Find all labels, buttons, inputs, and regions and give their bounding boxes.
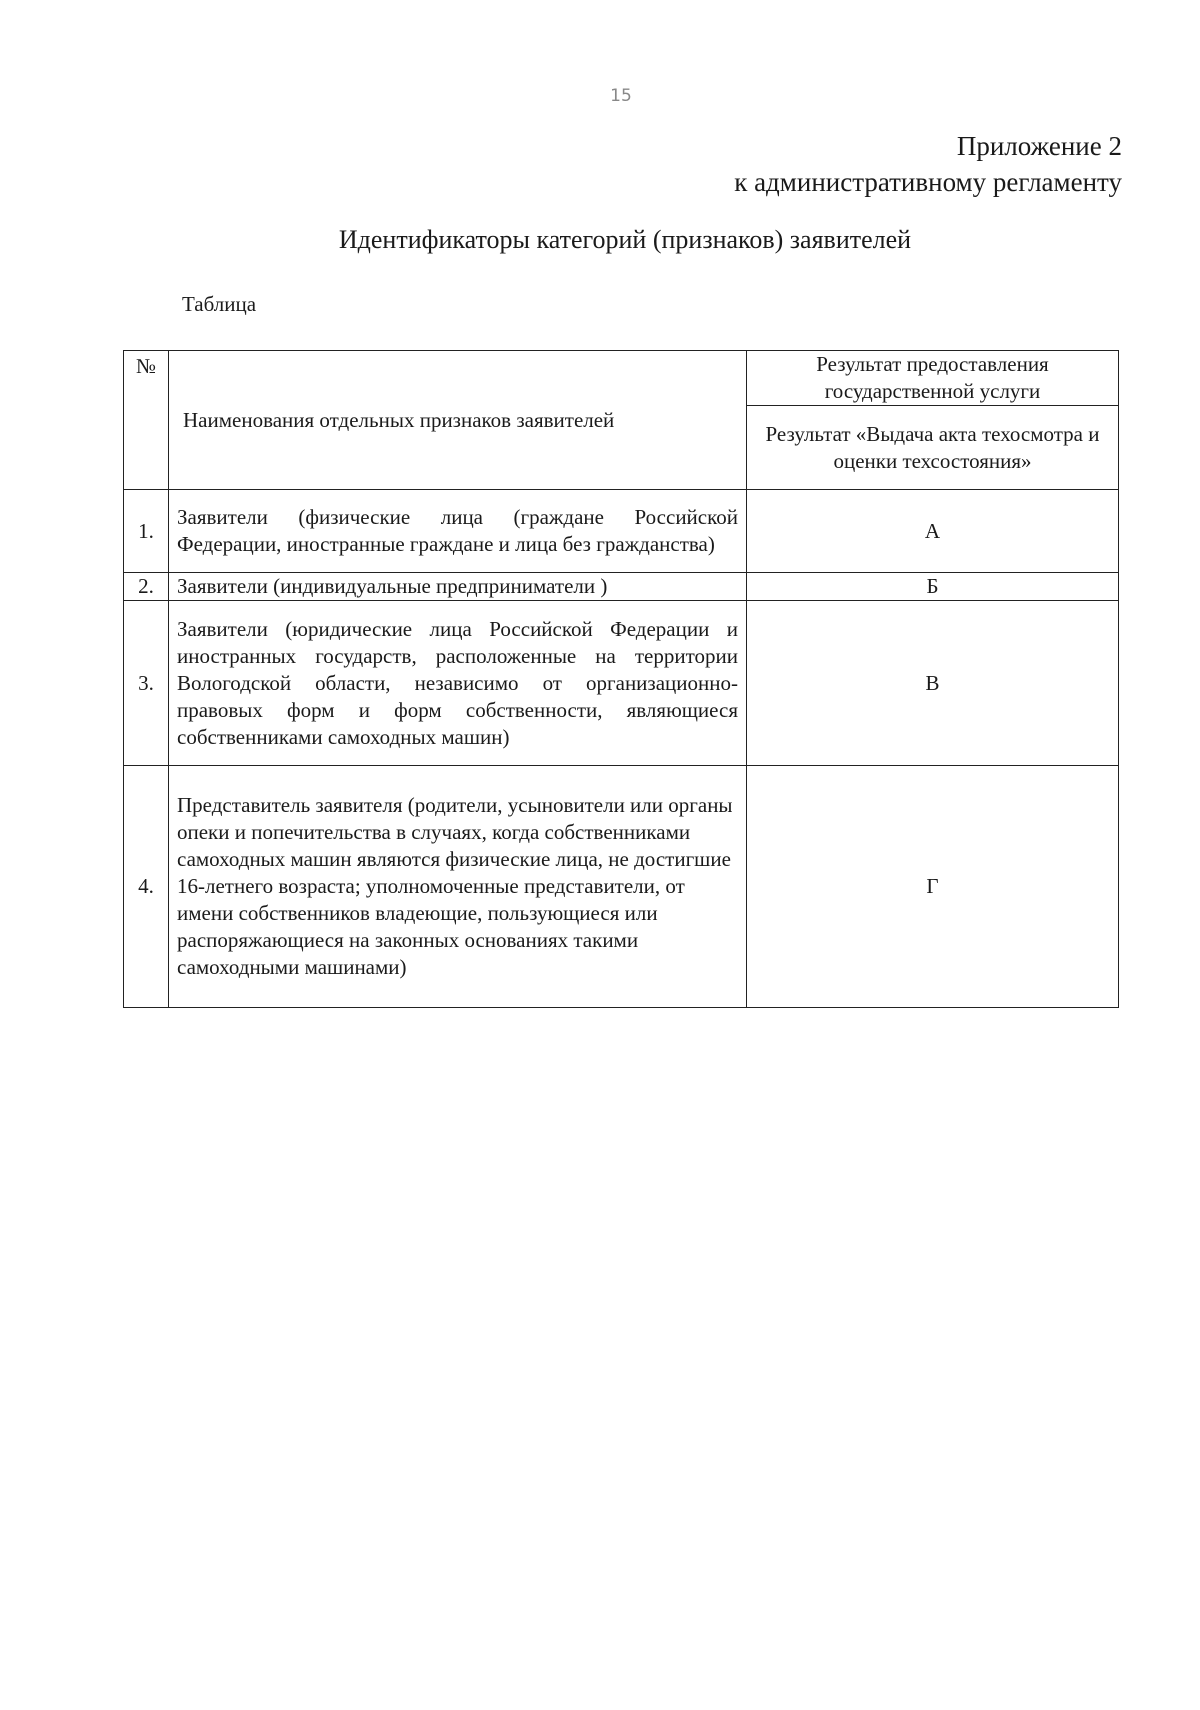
appendix-heading <box>734 128 1122 200</box>
row-number: 3. <box>124 601 169 766</box>
document-title: Идентификаторы категорий (признаков) заявителей <box>338 225 912 254</box>
appendix-line-1: Приложение 2 <box>956 131 1122 161</box>
table-header-row <box>124 351 1119 406</box>
applicant-categories-table <box>123 350 1119 1008</box>
row-name: Представитель заявителя (родители, усыновители или органы опеки и попечительства в случаях, когда собственниками самоходных машин являются физические лица, не достигшие 16-летнего возраста; уполномоченные представители, от имени собственников владеющие, пользующиеся или распоряжающиеся на законных основаниях такими самоходными машинами) <box>169 766 747 1008</box>
header-result-group: Результат предоставления государственной услуги <box>747 351 1119 406</box>
header-name: Наименования отдельных признаков заявителей <box>169 351 747 490</box>
row-result: Г <box>747 766 1119 1008</box>
table-row <box>124 573 1119 601</box>
header-result-sub: Результат «Выдача акта техосмотра и оценки техсостояния» <box>747 406 1119 490</box>
table-row <box>124 601 1119 766</box>
row-number: 4. <box>124 766 169 1008</box>
row-name: Заявители (индивидуальные предприниматели ) <box>169 573 747 601</box>
row-result: В <box>747 601 1119 766</box>
row-number: 2. <box>124 573 169 601</box>
table-row <box>124 766 1119 1008</box>
table-label: Таблица <box>182 292 257 316</box>
row-number: 1. <box>124 490 169 573</box>
row-result: А <box>747 490 1119 573</box>
table-row <box>124 490 1119 573</box>
row-name: Заявители (юридические лица Российской Федерации и иностранных государств, расположенные на территории Вологодской области, независимо от организационно-правовых форм и форм собственности, являющиеся собственниками самоходных машин) <box>169 601 747 766</box>
appendix-line-2: к административному регламенту <box>734 167 1122 197</box>
row-name: Заявители (физические лица (граждане Российской Федерации, иностранные граждане и лица без гражданства) <box>169 490 747 573</box>
row-result: Б <box>747 573 1119 601</box>
header-number: № <box>124 351 169 490</box>
page-number: 15 <box>610 86 632 106</box>
